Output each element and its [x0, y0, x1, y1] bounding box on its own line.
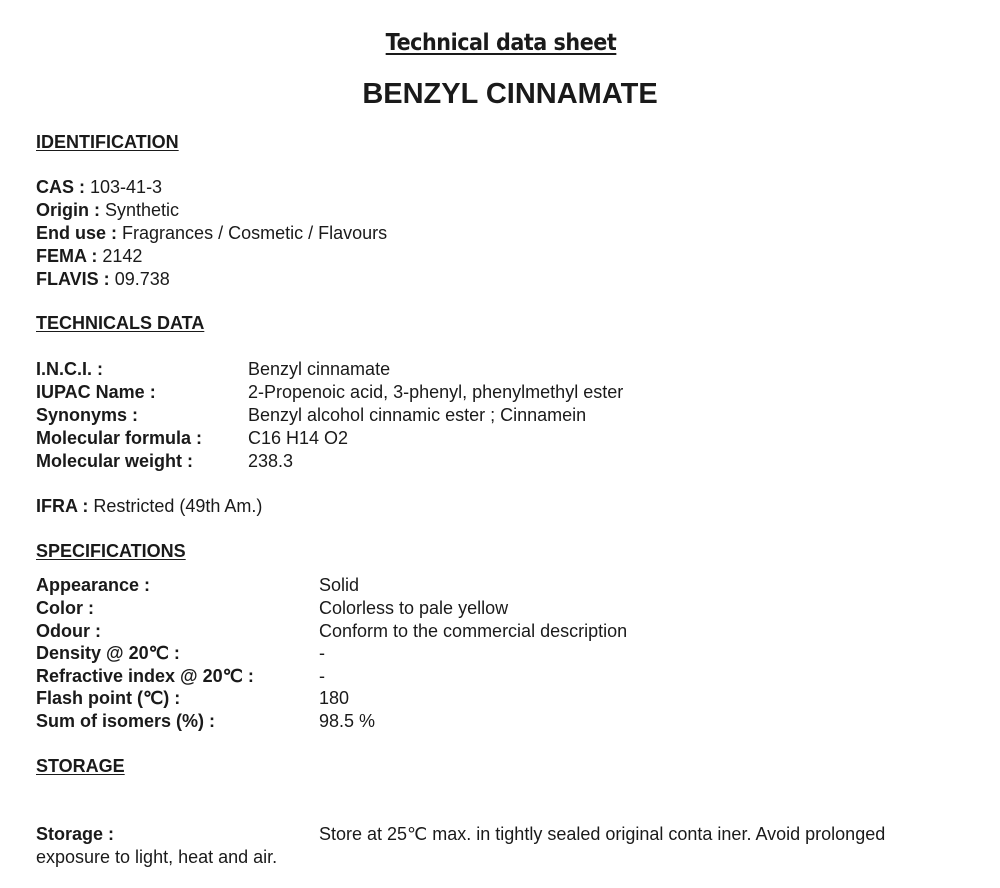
origin-line	[36, 200, 179, 221]
storage-label: Storage :	[36, 824, 115, 844]
tech-row-label: Synonyms :	[36, 405, 139, 425]
cas-label: CAS :	[36, 177, 85, 197]
flavis-line	[36, 269, 170, 290]
spec-row-value: Solid	[319, 575, 360, 595]
tech-row-label: Molecular formula :	[36, 428, 203, 448]
spec-row-value: 180	[319, 688, 350, 708]
ifra-value: Restricted (49th Am.)	[93, 496, 263, 516]
tech-row-value: 238.3	[248, 451, 294, 471]
section-title-storage: STORAGE	[36, 756, 125, 776]
section-title-specifications: SPECIFICATIONS	[36, 541, 186, 561]
origin-label: Origin :	[36, 200, 100, 220]
spec-row-value: -	[319, 666, 325, 686]
section-title-identification: IDENTIFICATION	[36, 132, 179, 152]
ifra-label: IFRA :	[36, 496, 89, 516]
tech-row-value: Benzyl cinnamate	[248, 359, 391, 379]
spec-row-label: Color :	[36, 598, 94, 618]
tech-row-value: Benzyl alcohol cinnamic ester ; Cinnamein	[248, 405, 587, 425]
section-title-technical: TECHNICALS DATA	[36, 313, 205, 333]
tech-row-value: C16 H14 O2	[248, 428, 349, 448]
spec-row-value: Conform to the commercial description	[319, 621, 628, 641]
tech-row-label: IUPAC Name :	[36, 382, 156, 402]
fema-value: 2142	[102, 246, 143, 266]
fema-label: FEMA :	[36, 246, 98, 266]
flavis-label: FLAVIS :	[36, 269, 110, 289]
spec-row-value: -	[319, 643, 325, 663]
storage-value: Store at 25℃ max. in tightly sealed original conta iner. Avoid prolonged	[319, 824, 886, 844]
flavis-value: 09.738	[114, 269, 170, 289]
fema-line	[36, 246, 142, 267]
spec-row-label: Appearance :	[36, 575, 151, 595]
spec-row-value: Colorless to pale yellow	[319, 598, 509, 618]
tech-row-label: Molecular weight :	[36, 451, 194, 471]
end-use-label: End use :	[36, 223, 118, 243]
ifra-line	[36, 496, 262, 517]
spec-row-label: Sum of isomers (%) :	[36, 711, 216, 731]
spec-row-label: Odour :	[36, 621, 101, 641]
end-use-line	[36, 223, 387, 244]
spec-row-label: Flash point (℃) :	[36, 688, 181, 708]
spec-row-value: 98.5 %	[319, 711, 376, 731]
document-heading: Technical data sheet	[385, 30, 617, 56]
end-use-value: Fragrances / Cosmetic / Flavours	[122, 223, 388, 243]
spec-row-label: Density @ 20℃ :	[36, 643, 180, 663]
tech-row-label: I.N.C.I. :	[36, 359, 103, 379]
tech-row-value: 2-Propenoic acid, 3-phenyl, phenylmethyl ester	[248, 382, 624, 402]
cas-value: 103-41-3	[90, 177, 163, 197]
spec-row-label: Refractive index @ 20℃ :	[36, 666, 254, 686]
storage-value-continued: exposure to light, heat and air.	[36, 847, 278, 867]
origin-value: Synthetic	[105, 200, 180, 220]
cas-line	[36, 177, 162, 198]
product-name: BENZYL CINNAMATE	[362, 78, 658, 110]
